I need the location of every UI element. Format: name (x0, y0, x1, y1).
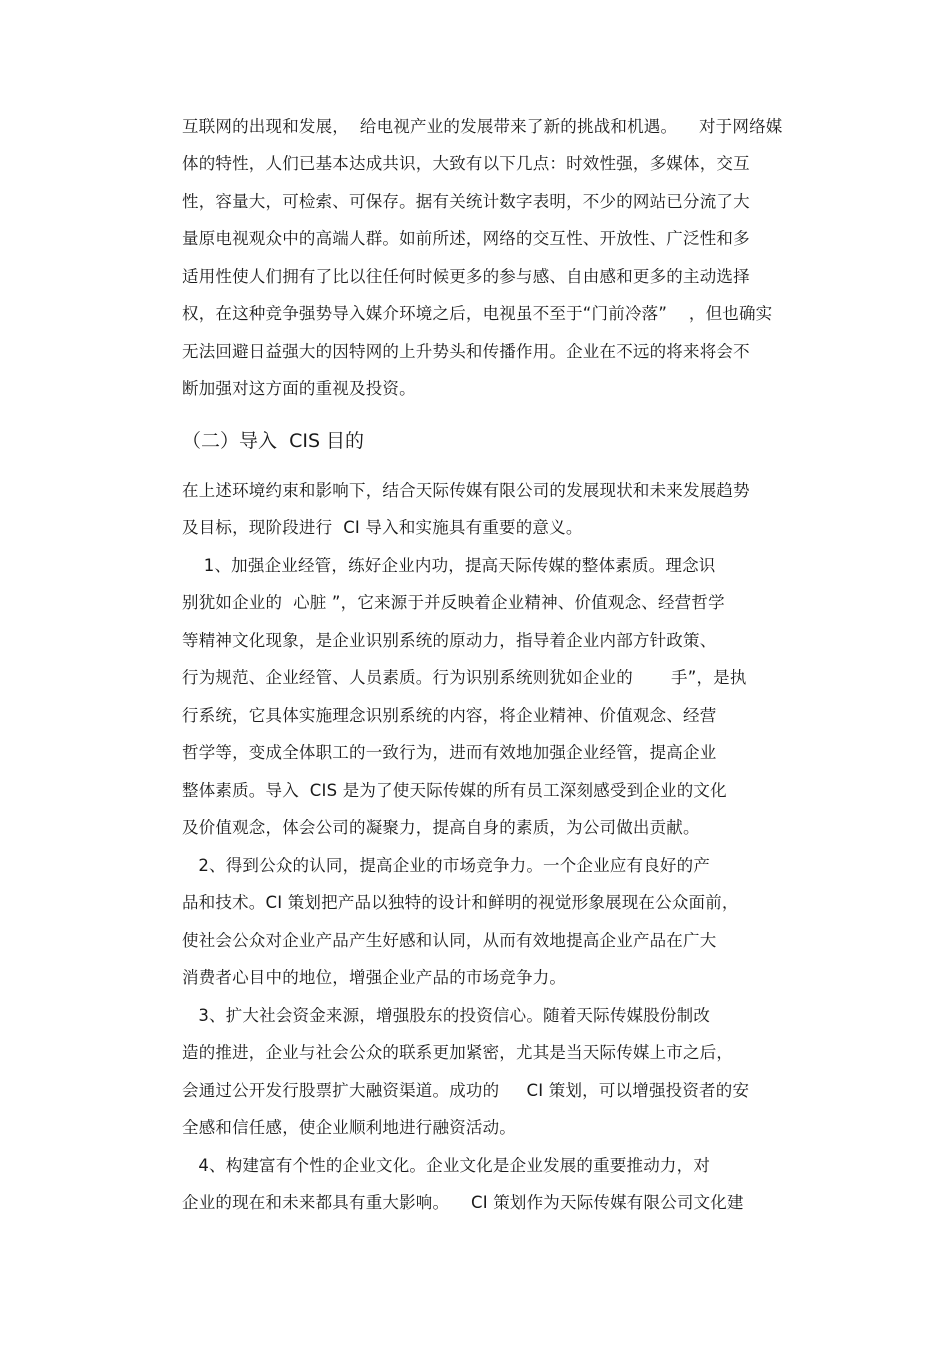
para1-line-2: 体的特性，人们已基本达成共识，大致有以下几点：时效性强，多媒体，交互 (182, 154, 750, 173)
item4-line-2: 企业的现在和未来都具有重大影响。 CI 策划作为天际传媒有限公司文化建 (182, 1193, 744, 1212)
item4-line-1: 4、构建富有个性的企业文化。企业文化是企业发展的重要推动力，对 (182, 1156, 711, 1175)
item1-line-1: 1、加强企业经管，练好企业内功，提高天际传媒的整体素质。理念识 (182, 556, 716, 575)
item1-line-2: 别犹如企业的 心脏 ”，它来源于并反映着企业精神、价值观念、经营哲学 (182, 593, 725, 612)
para1-line-4: 量原电视观众中的高端人群。如前所述，网络的交互性、开放性、广泛性和多 (182, 229, 750, 248)
para1-line-7: 无法回避日益强大的因特网的上升势头和传播作用。企业在不远的将来将会不 (182, 342, 750, 361)
item1-line-4: 行为规范、企业经管、人员素质。行为识别系统则犹如企业的 手”，是执 (182, 668, 747, 687)
item3-line-2: 造的推进，企业与社会公众的联系更加紧密，尤其是当天际传媒上市之后， (182, 1043, 734, 1062)
item2-line-4: 消费者心目中的地位，增强企业产品的市场竞争力。 (182, 968, 567, 987)
item2-line-2: 品和技术。CI 策划把产品以独特的设计和鲜明的视觉形象展现在公众面前， (182, 893, 739, 912)
section-heading: （二）导入 CIS 目的 (182, 430, 365, 452)
item2-line-1: 2、得到公众的认同，提高企业的市场竞争力。一个企业应有良好的产 (182, 856, 711, 875)
para1-line-5: 适用性使人们拥有了比以往任何时候更多的参与感、自由感和更多的主动选择 (182, 267, 750, 286)
item1-line-5: 行系统，它具体实施理念识别系统的内容，将企业精神、价值观念、经营 (182, 706, 717, 725)
item1-line-3: 等精神文化现象，是企业识别系统的原动力，指导着企业内部方针政策、 (182, 631, 717, 650)
item1-line-7: 整体素质。导入 CIS 是为了使天际传媒的所有员工深刻感受到企业的文化 (182, 781, 727, 800)
para2-line-1: 在上述环境约束和影响下，结合天际传媒有限公司的发展现状和未来发展趋势 (182, 481, 750, 500)
para2-line-2: 及目标，现阶段进行 CI 导入和实施具有重要的意义。 (182, 518, 583, 537)
item2-line-3: 使社会公众对企业产品产生好感和认同，从而有效地提高企业产品在广大 (182, 931, 717, 950)
item1-line-6: 哲学等，变成全体职工的一致行为，进而有效地加强企业经管，提高企业 (182, 743, 717, 762)
para1-line-6: 权，在这种竞争强势导入媒介环境之后，电视虽不至于“门前冷落” ，但也确实 (182, 304, 773, 323)
item3-line-3: 会通过公开发行股票扩大融资渠道。成功的 CI 策划，可以增强投资者的安 (182, 1081, 750, 1100)
item3-line-4: 全感和信任感，使企业顺利地进行融资活动。 (182, 1118, 516, 1137)
para1-line-1: 互联网的出现和发展， 给电视产业的发展带来了新的挑战和机遇。 对于网络媒 (182, 117, 783, 136)
item3-line-1: 3、扩大社会资金来源，增强股东的投资信心。随着天际传媒股份制改 (182, 1006, 711, 1025)
item1-line-8: 及价值观念，体会公司的凝聚力，提高自身的素质，为公司做出贡献。 (182, 818, 700, 837)
para1-line-8: 断加强对这方面的重视及投资。 (182, 379, 416, 398)
para1-line-3: 性，容量大，可检索、可保存。据有关统计数字表明，不少的网站已分流了大 (182, 192, 750, 211)
